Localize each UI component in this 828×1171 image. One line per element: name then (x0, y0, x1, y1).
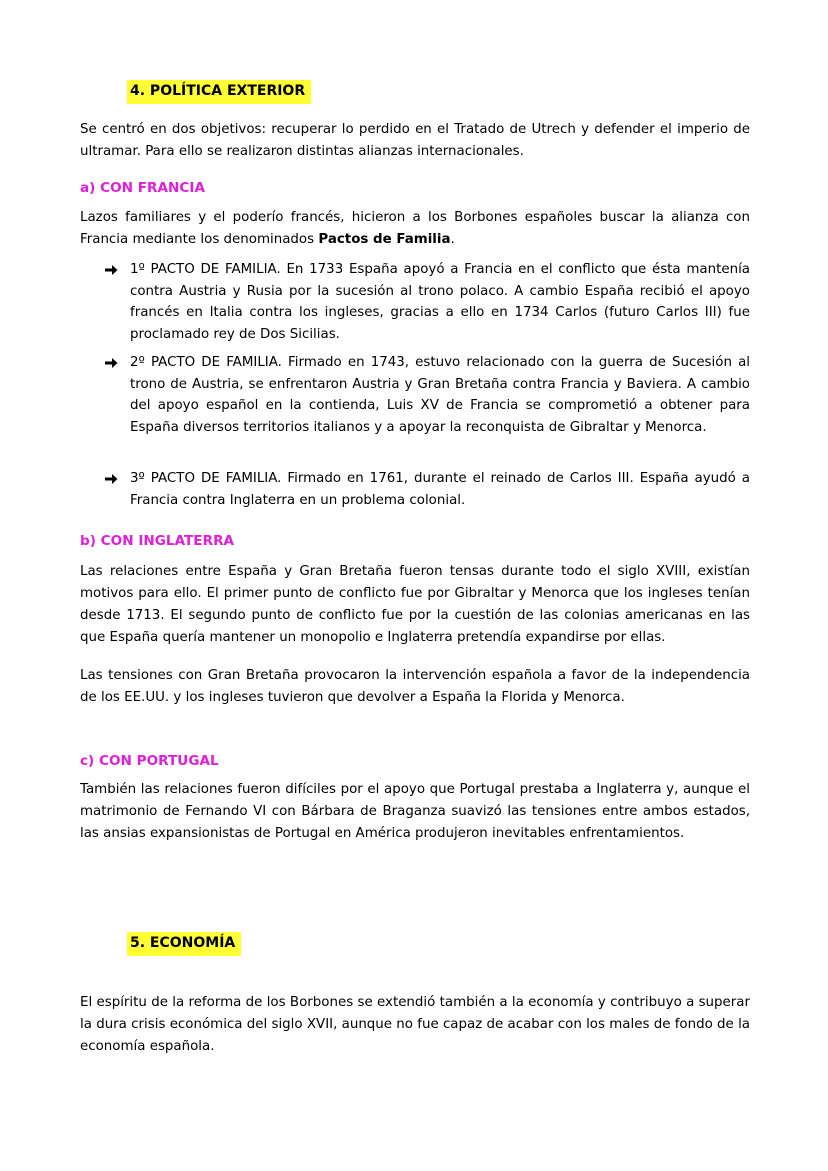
right-arrow-icon (105, 357, 118, 369)
inglaterra-paragraph-1: Las relaciones entre España y Gran Bretaña fueron tensas durante todo el siglo XVIII, existían motivos para ello. El primer punto de conflicto fue por Gibraltar y Menorca que los ingleses tenían desde 1713. El segundo punto de conflicto fue por la cuestión de las colonias americanas en las que España quería mantener un monopolio e Inglaterra pretendía expandirse por ellas. (80, 564, 750, 645)
portugal-paragraph: También las relaciones fueron difíciles por el apoyo que Portugal prestaba a Inglaterra y, aunque el matrimonio de Fernando VI con Bárbara de Braganza suavizó las tensiones entre ambos estados, las ansias expansionistas de Portugal en América produjeron inevitables enfrentamientos. (80, 782, 750, 841)
bullet-item-pacto-2 (105, 352, 750, 438)
bullet-text: 2º PACTO DE FAMILIA. Firmado en 1743, estuvo relacionado con la guerra de Sucesión al trono de Austria, se enfrentaron Austria y Gran Bretaña contra Francia y Baviera. A cambio del apoyo español en la contienda, Luis XV de Francia se comprometió a obtener para España diversos territorios italianos y a apoyar la reconquista de Gibraltar y Menorca. (130, 355, 750, 435)
right-arrow-icon (105, 473, 118, 485)
right-arrow-icon (105, 264, 118, 276)
subheading-inglaterra: b) CON INGLATERRA (80, 533, 235, 549)
section-heading-economia (127, 932, 241, 956)
section-heading-text: 4. POLÍTICA EXTERIOR (130, 83, 306, 99)
bullet-item-pacto-1 (105, 259, 750, 345)
francia-intro-paragraph (80, 207, 750, 251)
section-intro-paragraph: Se centró en dos objetivos: recuperar lo perdido en el Tratado de Utrech y defender el imperio de ultramar. Para ello se realizaron distintas alianzas internacionales. (80, 122, 750, 159)
francia-intro-text: Lazos familiares y el poderío francés, hicieron a los Borbones españoles buscar la alianza con Francia mediante los denominados (80, 210, 750, 247)
inglaterra-paragraph-2: Las tensiones con Gran Bretaña provocaron la intervención española a favor de la independencia de los EE.UU. y los ingleses tuvieron que devolver a España la Florida y Menorca. (80, 668, 750, 705)
economia-paragraph: El espíritu de la reforma de los Borbones se extendió también a la economía y contribuyo a superar la dura crisis económica del siglo XVII, aunque no fue capaz de acabar con los males de fondo de la economía española. (80, 995, 750, 1054)
section-heading-text: 5. ECONOMÍA (130, 935, 236, 951)
bullet-text: 3º PACTO DE FAMILIA. Firmado en 1761, durante el reinado de Carlos III. España ayudó a Francia contra Inglaterra en un problema colonial. (130, 471, 750, 508)
subheading-francia: a) CON FRANCIA (80, 180, 205, 196)
bullet-item-pacto-3 (105, 468, 750, 511)
pactos-de-familia-term: Pactos de Familia (318, 232, 451, 247)
section-heading-politica-exterior (127, 80, 311, 104)
bullet-text: 1º PACTO DE FAMILIA. En 1733 España apoyó a Francia en el conflicto que ésta mantenía contra Austria y Rusia por la sucesión al trono polaco. A cambio España recibió el apoyo francés en Italia contra los ingleses, gracias a ello en 1734 Carlos (futuro Carlos III) fue proclamado rey de Dos Sicilias. (130, 262, 750, 342)
subheading-portugal: c) CON PORTUGAL (80, 753, 219, 769)
francia-intro-end: . (450, 232, 455, 247)
